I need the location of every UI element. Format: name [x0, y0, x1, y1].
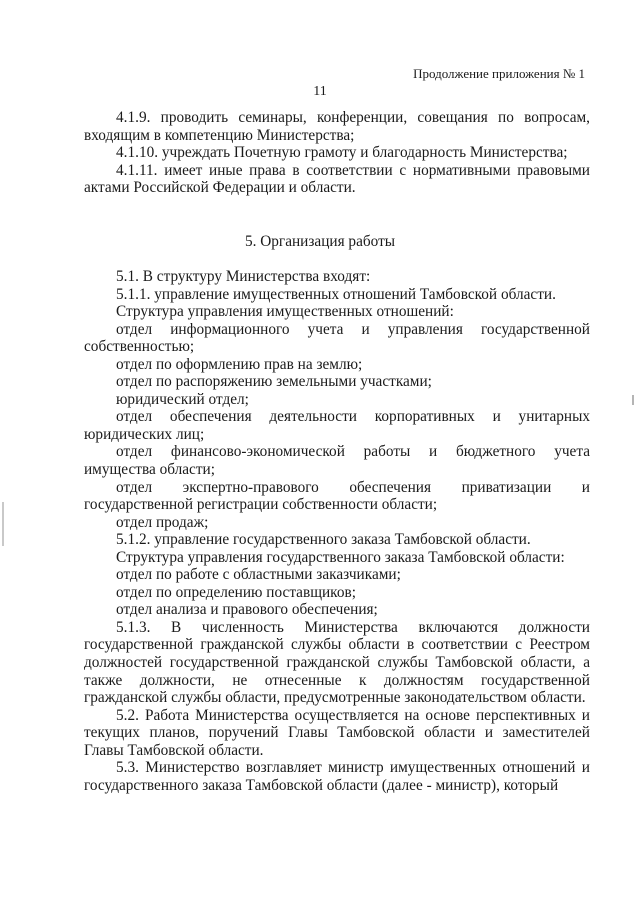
structure-heading-property: Структура управления имущественных отношений: [116, 303, 454, 321]
clause-4-1-9: 4.1.9. проводить семинары, конференции, совещания по вопросам, входящим в компетенцию Министерства; [84, 109, 590, 144]
list-item: отдел продаж; [116, 513, 209, 531]
scan-margin-mark [2, 502, 4, 546]
section-title: 5. Организация работы [244, 233, 396, 250]
appendix-continuation-label: Продолжение приложения № 1 [413, 66, 585, 81]
clause-5-3: 5.3. Министерство возглавляет министр имущественных отношений и государственного заказа Тамбовской области (далее - министр), который [84, 759, 590, 794]
structure-heading-procurement: Структура управления государственного заказа Тамбовской области: [116, 548, 565, 566]
clause-5-1-1: 5.1.1. управление имущественных отношений Тамбовской области. [116, 285, 556, 303]
list-item: отдел по определению поставщиков; [116, 583, 356, 601]
clauses-4-1 [84, 109, 590, 197]
clause-5-1-3: 5.1.3. В численность Министерства включаются должности государственной гражданской службы области в соответствии с Реестром должностей государственной гражданской службы Тамбовской области, а также должности, не отнесенные к должностям государственной гражданской службы области, предусмотренные законодательством области. [84, 618, 590, 707]
list-item: отдел анализа и правового обеспечения; [116, 601, 378, 619]
clause-4-1-11: 4.1.11. имеет иные права в соответствии с нормативными правовыми актами Российской Федерации и области. [84, 161, 590, 197]
clause-4-1-10: 4.1.10. учреждать Почетную грамоту и благодарность Министерства; [116, 144, 568, 162]
list-item: отдел по работе с областными заказчиками; [116, 566, 401, 584]
clause-5-2: 5.2. Работа Министерства осуществляется на основе перспективных и текущих планов, поручений Главы Тамбовской области и заместителей Главы Тамбовской области. [84, 706, 590, 759]
scan-margin-mark [632, 395, 634, 405]
clause-5-1: 5.1. В структуру Министерства входят: [116, 268, 371, 285]
list-item: отдел по распоряжению земельными участками; [116, 373, 432, 391]
page-number: 11 [313, 84, 327, 99]
list-item: отдел информационного учета и управления государственной собственностью; [84, 320, 590, 356]
list-item: юридический отдел; [116, 390, 249, 408]
list-item: отдел обеспечения деятельности корпоративных и унитарных юридических лиц; [84, 408, 590, 443]
list-item: отдел по оформлению прав на землю; [116, 355, 363, 373]
section-5-body [84, 268, 590, 794]
clause-5-1-2: 5.1.2. управление государственного заказа Тамбовской области. [116, 531, 531, 549]
list-item: отдел экспертно-правового обеспечения приватизации и государственной регистрации собственности области; [84, 478, 590, 514]
list-item: отдел финансово-экономической работы и бюджетного учета имущества области; [84, 443, 590, 479]
